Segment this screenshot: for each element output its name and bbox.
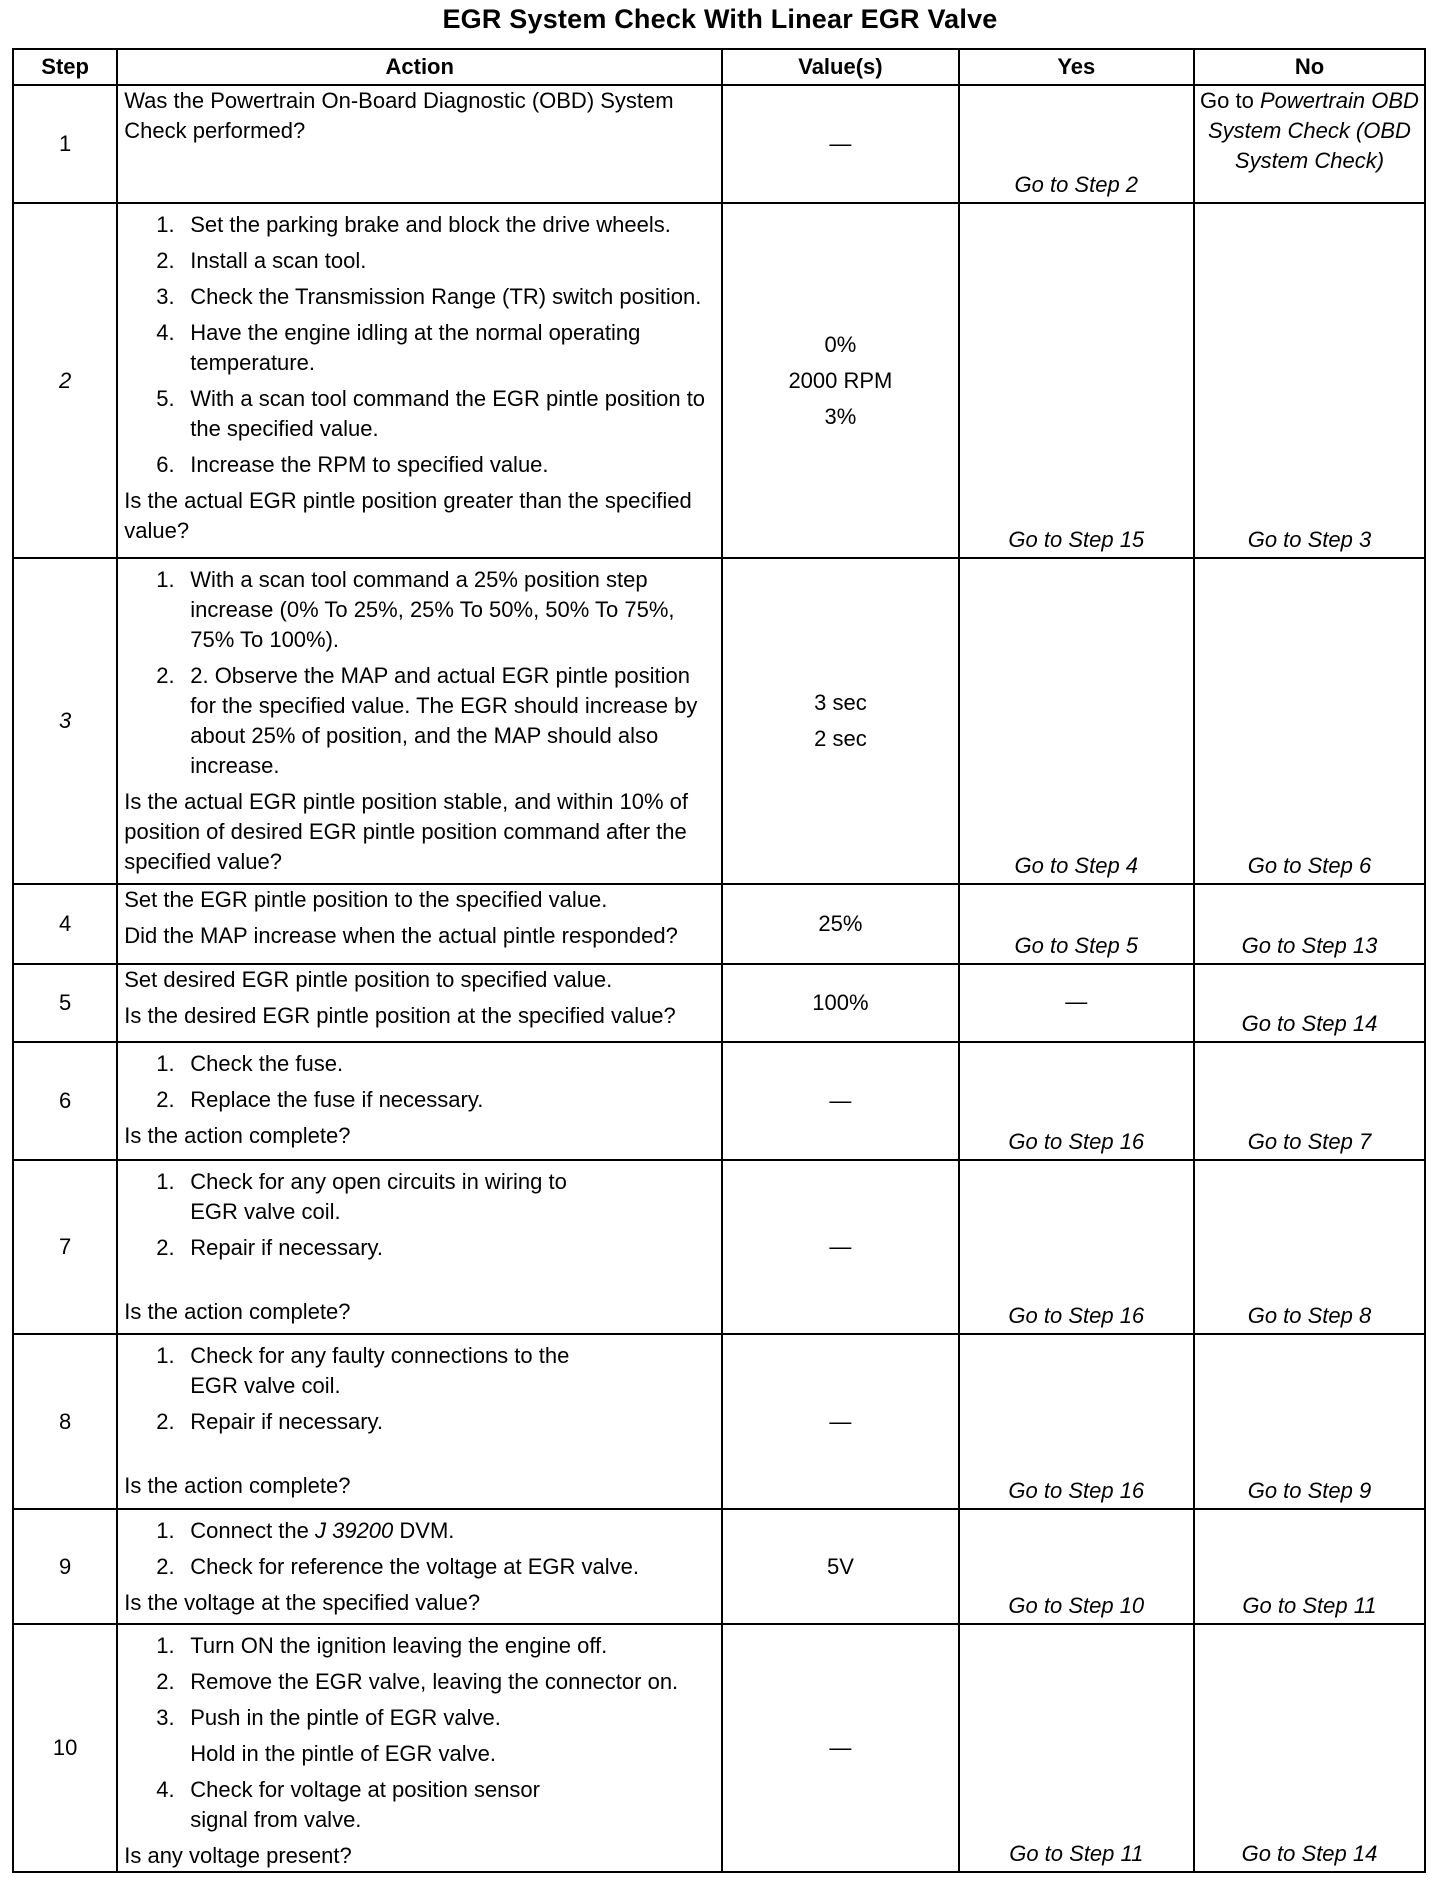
table-row <box>13 1334 1425 1509</box>
no-prefix: Go to <box>1200 88 1260 113</box>
sub-step: 1. With a scan tool command a 25% position step increase (0% To 25%, 25% To 50%, 50% To 75%, 75% To 100%). <box>156 567 675 652</box>
step-number: 7 <box>13 1160 117 1334</box>
question: Did the MAP increase when the actual pintle responded? <box>124 923 678 948</box>
no-cell <box>1194 85 1425 203</box>
step-number: 1 <box>13 85 117 203</box>
header-action: Action <box>117 49 722 85</box>
sub-step: 1. Check for any open circuits in wiring to EGR valve coil. <box>156 1169 567 1224</box>
step-number: 8 <box>13 1334 117 1509</box>
no-cell: Go to Step 8 <box>1194 1160 1425 1334</box>
sub-step: 2. Remove the EGR valve, leaving the connector on. <box>156 1669 679 1694</box>
yes-cell: Go to Step 2 <box>959 85 1194 203</box>
question: Is the voltage at the specified value? <box>124 1590 481 1615</box>
sub-step-continuation: Hold in the pintle of EGR valve. <box>190 1741 496 1766</box>
step-number: 5 <box>13 964 117 1042</box>
yes-cell: Go to Step 11 <box>959 1624 1194 1872</box>
sub-steps <box>124 1049 715 1115</box>
question: Is the actual EGR pintle position greater than the specified value? <box>124 488 692 543</box>
action-text: Set desired EGR pintle position to specified value. <box>124 967 613 992</box>
value-cell: 100% <box>722 964 958 1042</box>
table-row <box>13 1042 1425 1160</box>
step-number: 9 <box>13 1509 117 1624</box>
sub-step: 3. Push in the pintle of EGR valve. <box>156 1705 501 1730</box>
value-cell: — <box>722 1334 958 1509</box>
action-text: Was the Powertrain On-Board Diagnostic (OBD) System Check performed? <box>124 88 674 143</box>
no-cell: Go to Step 6 <box>1194 558 1425 884</box>
table-row <box>13 85 1425 203</box>
no-link: Powertrain OBD System Check (OBD System Check) <box>1208 88 1419 173</box>
sub-step: 2. Repair if necessary. <box>156 1409 384 1434</box>
document-title: EGR System Check With Linear EGR Valve <box>442 4 998 34</box>
action-cell <box>117 1160 722 1334</box>
sub-step: 2. Replace the fuse if necessary. <box>156 1087 484 1112</box>
sub-steps <box>124 565 715 781</box>
step-number: 3 <box>13 558 117 884</box>
diagnostic-table <box>12 48 1426 1873</box>
value-cell: — <box>722 1624 958 1872</box>
sub-step: 1. Connect the J 39200 DVM. <box>156 1518 455 1543</box>
question: Is the action complete? <box>124 1473 351 1498</box>
table-row <box>13 884 1425 964</box>
sub-step: 5. With a scan tool command the EGR pintle position to the specified value. <box>156 386 706 441</box>
header-step: Step <box>13 49 117 85</box>
table-row <box>13 1624 1425 1872</box>
value-cell: — <box>722 85 958 203</box>
step-number: 6 <box>13 1042 117 1160</box>
yes-cell: — <box>959 964 1194 1042</box>
sub-step: 2. Repair if necessary. <box>156 1235 384 1260</box>
question: Is the actual EGR pintle position stable, and within 10% of position of desired EGR pintle position command after the specified value? <box>124 789 689 874</box>
table-row <box>13 1160 1425 1334</box>
no-cell: Go to Step 3 <box>1194 203 1425 558</box>
value: 0% <box>824 331 857 357</box>
question: Is the action complete? <box>124 1299 351 1324</box>
sub-step: 2. Check for reference the voltage at EGR valve. <box>156 1554 640 1579</box>
yes-cell: Go to Step 16 <box>959 1042 1194 1160</box>
question: Is any voltage present? <box>124 1843 352 1868</box>
yes-cell: Go to Step 4 <box>959 558 1194 884</box>
no-cell: Go to Step 7 <box>1194 1042 1425 1160</box>
table-row <box>13 558 1425 884</box>
table-row <box>13 964 1425 1042</box>
table-row <box>13 1509 1425 1624</box>
sub-step: 2. 2. Observe the MAP and actual EGR pintle position for the specified value. The EGR should increase by about 25% of position, and the MAP should also increase. <box>156 663 698 778</box>
yes-cell: Go to Step 10 <box>959 1509 1194 1624</box>
yes-cell: Go to Step 5 <box>959 884 1194 964</box>
action-cell <box>117 85 722 203</box>
action-cell <box>117 1334 722 1509</box>
header-yes: Yes <box>959 49 1194 85</box>
sub-step: 1. Check for any faulty connections to the EGR valve coil. <box>156 1343 570 1398</box>
step-number: 10 <box>13 1624 117 1872</box>
sub-steps <box>124 210 715 480</box>
action-cell <box>117 964 722 1042</box>
action-cell <box>117 558 722 884</box>
yes-cell: Go to Step 16 <box>959 1160 1194 1334</box>
value-cell: — <box>722 1042 958 1160</box>
header-no: No <box>1194 49 1425 85</box>
yes-cell: Go to Step 16 <box>959 1334 1194 1509</box>
no-cell: Go to Step 14 <box>1194 1624 1425 1872</box>
no-cell: Go to Step 14 <box>1194 964 1425 1042</box>
action-text: Set the EGR pintle position to the specified value. <box>124 887 608 912</box>
no-cell: Go to Step 11 <box>1194 1509 1425 1624</box>
action-cell <box>117 884 722 964</box>
header-values: Value(s) <box>722 49 958 85</box>
value: 2 sec <box>814 726 867 751</box>
action-cell <box>117 1624 722 1872</box>
sub-steps <box>124 1167 715 1263</box>
tool-name: J 39200 <box>314 1518 394 1543</box>
no-cell: Go to Step 13 <box>1194 884 1425 964</box>
value: 3 sec <box>814 690 867 715</box>
step-number: 4 <box>13 884 117 964</box>
value-cell <box>722 558 958 884</box>
value: 2000 RPM <box>788 367 893 393</box>
sub-steps <box>124 1516 715 1582</box>
sub-step: 2. Install a scan tool. <box>156 248 367 273</box>
sub-step: 1. Turn ON the ignition leaving the engine off. <box>156 1633 608 1658</box>
header-row <box>13 49 1425 85</box>
sub-step: 6. Increase the RPM to specified value. <box>156 452 549 477</box>
yes-cell: Go to Step 15 <box>959 203 1194 558</box>
value-cell: 25% <box>722 884 958 964</box>
question: Is the desired EGR pintle position at the specified value? <box>124 1003 676 1028</box>
sub-steps <box>124 1341 715 1437</box>
sub-steps <box>124 1631 715 1835</box>
action-cell <box>117 203 722 558</box>
sub-step: 1. Set the parking brake and block the drive wheels. <box>156 212 671 237</box>
sub-step: 4. Have the engine idling at the normal operating temperature. <box>156 320 641 375</box>
sub-step: 1. Check the fuse. <box>156 1051 344 1076</box>
question: Is the action complete? <box>124 1123 351 1148</box>
sub-step: 3. Check the Transmission Range (TR) switch position. <box>156 284 702 309</box>
value: 3% <box>824 403 857 429</box>
value-cell: 5V <box>722 1509 958 1624</box>
no-cell: Go to Step 9 <box>1194 1334 1425 1509</box>
action-cell <box>117 1509 722 1624</box>
value-cell <box>722 203 958 558</box>
sub-step: 4. Check for voltage at position sensor signal from valve. <box>156 1777 540 1832</box>
value-cell: — <box>722 1160 958 1334</box>
step-number: 2 <box>13 203 117 558</box>
table-row <box>13 203 1425 558</box>
action-cell <box>117 1042 722 1160</box>
